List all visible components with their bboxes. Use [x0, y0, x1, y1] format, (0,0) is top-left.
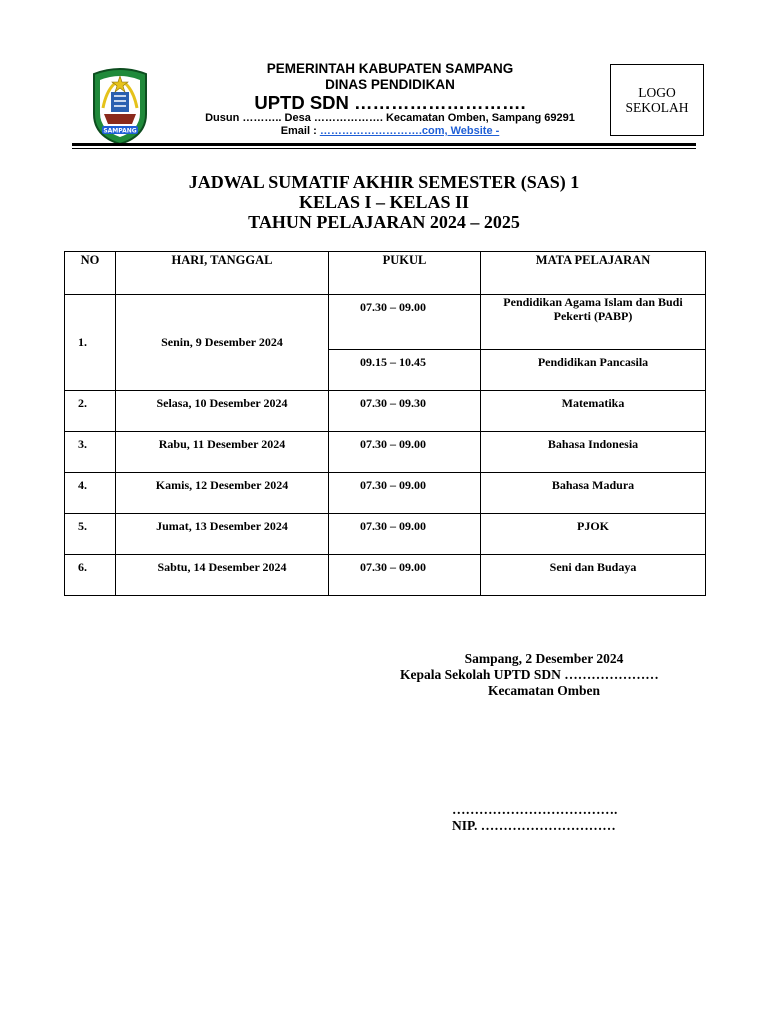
row-subject: Bahasa Indonesia [481, 432, 706, 473]
header-rule-thick [72, 143, 696, 146]
row-time: 09.15 – 10.45 [329, 350, 481, 391]
document-year: TAHUN PELAJARAN 2024 – 2025 [248, 212, 520, 232]
row-no: 3. [65, 432, 116, 473]
kabupaten-emblem-icon [86, 66, 154, 146]
signature-nip: NIP. ………………………… [452, 818, 616, 833]
gov-name: PEMERINTAH KABUPATEN SAMPANG [266, 61, 514, 76]
school-logo-placeholder [610, 64, 704, 136]
email-website-link[interactable]: ……………………….com, Website - [319, 125, 500, 137]
signature-role: Kepala Sekolah UPTD SDN ………………… [400, 667, 659, 682]
row-time: 07.30 – 09.00 [329, 432, 481, 473]
row-subject: Pendidikan Agama Islam dan Budi Pekerti (PABP) [481, 295, 706, 350]
table-row [65, 432, 706, 473]
signature-name-line: ………………………………. [452, 802, 618, 817]
header-time: PUKUL [329, 252, 481, 295]
row-time: 07.30 – 09.00 [329, 514, 481, 555]
header-subject: MATA PELAJARAN [481, 252, 706, 295]
row-day: Kamis, 12 Desember 2024 [116, 473, 329, 514]
row-subject: Pendidikan Pancasila [481, 350, 706, 391]
table-row [65, 391, 706, 432]
school-name: UPTD SDN ………………………. [254, 92, 526, 113]
row-time: 07.30 – 09.00 [329, 555, 481, 596]
document-class: KELAS I – KELAS II [298, 192, 470, 212]
email-label: Email : [280, 125, 320, 137]
schedule-table [64, 251, 706, 596]
header-no: NO [65, 252, 116, 295]
row-day: Jumat, 13 Desember 2024 [116, 514, 329, 555]
logo-label: LOGO SEKOLAH [625, 85, 689, 115]
row-time: 07.30 – 09.00 [329, 473, 481, 514]
row-subject: Seni dan Budaya [481, 555, 706, 596]
table-row [65, 473, 706, 514]
contact-line [160, 125, 620, 137]
row-time: 07.30 – 09.00 [329, 295, 481, 350]
row-subject: PJOK [481, 514, 706, 555]
agency-name: DINAS PENDIDIKAN [325, 77, 455, 92]
row-day: Senin, 9 Desember 2024 [116, 295, 329, 391]
table-row [65, 555, 706, 596]
table-row [65, 514, 706, 555]
document-title: JADWAL SUMATIF AKHIR SEMESTER (SAS) 1 [188, 172, 580, 192]
row-day: Rabu, 11 Desember 2024 [116, 432, 329, 473]
row-day: Selasa, 10 Desember 2024 [116, 391, 329, 432]
table-row [65, 295, 706, 350]
row-no: 5. [65, 514, 116, 555]
row-subject: Matematika [481, 391, 706, 432]
row-no: 4. [65, 473, 116, 514]
school-address: Dusun ……….. Desa ………………. Kecamatan Omben, Sampang 69291 [205, 112, 575, 124]
header-day-date: HARI, TANGGAL [116, 252, 329, 295]
row-day: Sabtu, 14 Desember 2024 [116, 555, 329, 596]
row-no: 1. [65, 295, 116, 391]
signature-district: Kecamatan Omben [487, 683, 601, 698]
row-no: 2. [65, 391, 116, 432]
row-time: 07.30 – 09.30 [329, 391, 481, 432]
emblem-text: SAMPANG [103, 127, 137, 135]
table-header-row [65, 252, 706, 295]
row-subject: Bahasa Madura [481, 473, 706, 514]
header-rule-thin [72, 148, 696, 149]
signature-place-date: Sampang, 2 Desember 2024 [464, 651, 624, 666]
row-no: 6. [65, 555, 116, 596]
